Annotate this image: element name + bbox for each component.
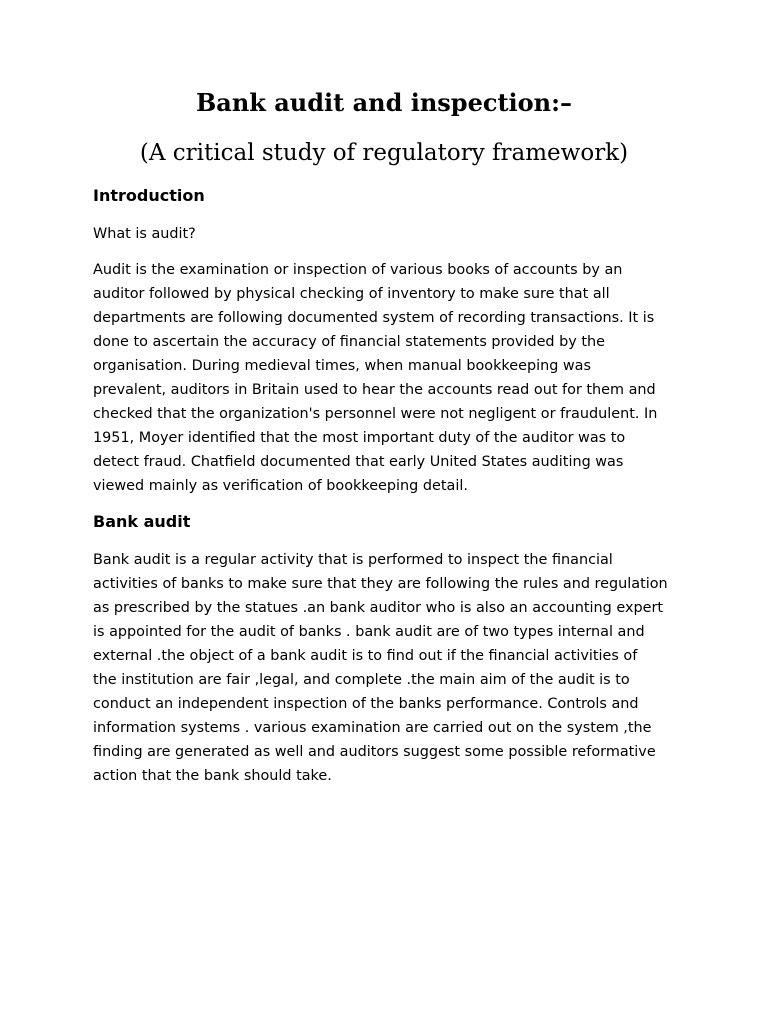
introduction-heading: Introduction [93,186,205,205]
bank-audit-paragraph [93,548,683,788]
paragraph-line: 1951, Moyer identified that the most important duty of the auditor was to [93,430,626,446]
bank-audit-heading: Bank audit [93,512,191,531]
paragraph-line: the institution are fair ,legal, and complete .the main aim of the audit is to [93,672,630,688]
introduction-paragraph [93,258,683,498]
document-subtitle: (A critical study of regulatory framework) [139,140,629,166]
what-is-audit-question: What is audit? [93,226,196,242]
paragraph-line: finding are generated as well and auditors suggest some possible reformative [93,744,656,760]
paragraph-line: organisation. During medieval times, when manual bookkeeping was [93,358,592,374]
paragraph-line: information systems . various examination are carried out on the system ,the [93,720,652,736]
paragraph-line: Bank audit is a regular activity that is performed to inspect the financial [93,552,613,568]
paragraph-line: detect fraud. Chatfield documented that early United States auditing was [93,454,624,470]
document-title: Bank audit and inspection:– [195,88,572,117]
paragraph-line: checked that the organization's personnel were not negligent or fraudulent. In [93,406,658,422]
paragraph-line: action that the bank should take. [93,768,332,784]
paragraph-line: prevalent, auditors in Britain used to hear the accounts read out for them and [93,382,656,398]
paragraph-line: departments are following documented system of recording transactions. It is [93,310,655,326]
paragraph-line: Audit is the examination or inspection of various books of accounts by an [93,262,623,278]
paragraph-line: external .the object of a bank audit is to find out if the financial activities of [93,648,638,664]
paragraph-line: is appointed for the audit of banks . bank audit are of two types internal and [93,624,645,640]
paragraph-line: as prescribed by the statues .an bank auditor who is also an accounting expert [93,600,664,616]
paragraph-line: activities of banks to make sure that they are following the rules and regulation [93,576,668,592]
paragraph-line: conduct an independent inspection of the banks performance. Controls and [93,696,639,712]
paragraph-line: viewed mainly as verification of bookkeeping detail. [93,478,468,494]
paragraph-line: auditor followed by physical checking of inventory to make sure that all [93,286,610,302]
paragraph-line: done to ascertain the accuracy of financial statements provided by the [93,334,605,350]
